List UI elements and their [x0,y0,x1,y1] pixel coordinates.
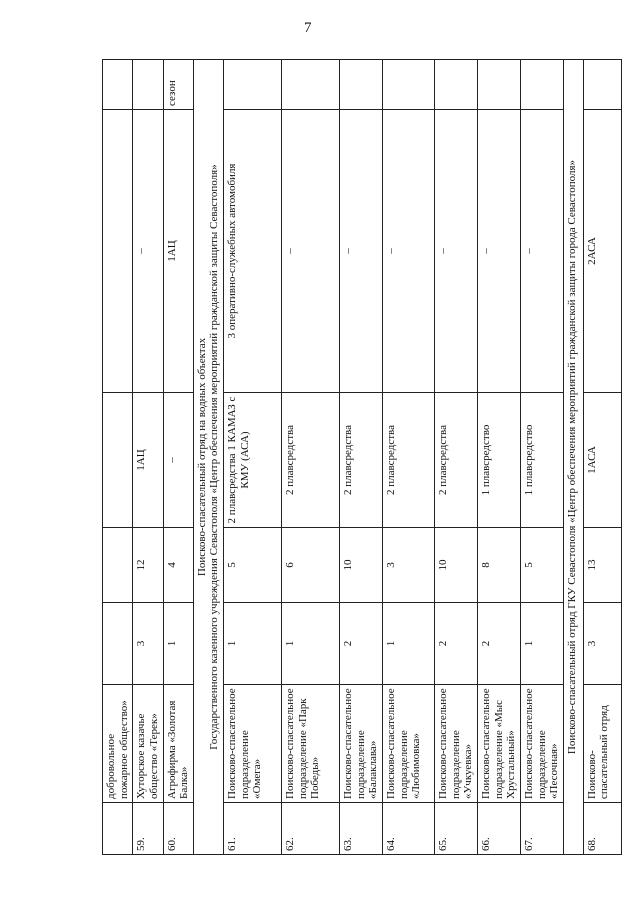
units-count-cell: 1 [520,603,563,685]
equipment-cell: 1 плавсредство [520,393,563,528]
additional-equipment-cell: – [340,110,383,393]
personnel-count-cell: 13 [583,528,621,603]
organization-name-cell: Поисково-спасательный отряд [583,685,621,803]
note-cell [103,60,133,110]
note-cell [435,60,478,110]
section-row [193,60,223,855]
row-number-cell: 63. [340,803,383,855]
additional-equipment-cell: 3 оперативно-служебных автомобиля [224,110,282,393]
organization-name-cell: Поисково-спасательное подразделение «Песочная» [520,685,563,803]
table-row [224,60,282,855]
row-number-cell: 60. [163,803,193,855]
organization-name-cell: Поисково-спасательное подразделение «Омега» [224,685,282,803]
additional-equipment-cell: 1АЦ [163,110,193,393]
row-number-cell: 64. [383,803,435,855]
personnel-count-cell: 5 [520,528,563,603]
organization-name-cell: Поисково-спасательное подразделение «Мыс Хрустальный» [477,685,520,803]
table-row [340,60,383,855]
units-count-cell: 3 [583,603,621,685]
note-cell [340,60,383,110]
note-cell: сезон [163,60,193,110]
personnel-count-cell: 8 [477,528,520,603]
personnel-count-cell [103,528,133,603]
additional-equipment-cell: – [520,110,563,393]
additional-equipment-cell: – [282,110,340,393]
equipment-cell: 2 плавсредства [383,393,435,528]
units-count-cell [103,603,133,685]
section-line: Поисково-спасательный отряд на водных объектах [195,337,208,577]
row-number-cell [103,803,133,855]
personnel-count-cell: 3 [383,528,435,603]
equipment-cell: 2 плавсредства [435,393,478,528]
additional-equipment-cell: – [133,110,163,393]
note-cell [224,60,282,110]
section-line: Государственного казенного учреждения Севастополя «Центр обеспечения мероприятий гражданской защиты Севастополя» [208,164,221,750]
table-row [383,60,435,855]
row-number-cell: 68. [583,803,621,855]
table-row [477,60,520,855]
personnel-count-cell: 10 [435,528,478,603]
organization-name-cell: Поисково-спасательное подразделение «Любимовка» [383,685,435,803]
equipment-cell: 1 плавсредство [477,393,520,528]
equipment-cell: 1АСА [583,393,621,528]
table-row [435,60,478,855]
personnel-count-cell: 6 [282,528,340,603]
note-cell [282,60,340,110]
equipment-cell [103,393,133,528]
table-row [103,60,133,855]
equipment-cell: – [163,393,193,528]
table-row [282,60,340,855]
units-count-cell: 1 [224,603,282,685]
equipment-cell: 2 плавсредства [340,393,383,528]
table-row [583,60,621,855]
units-count-cell: 2 [435,603,478,685]
resource-table [102,59,622,855]
units-count-cell: 1 [163,603,193,685]
row-number-cell: 65. [435,803,478,855]
page-number: 7 [304,20,312,36]
organization-name-cell: Поисково-спасательное подразделение «Учкуевка» [435,685,478,803]
section-title [563,60,583,855]
note-cell [477,60,520,110]
organization-name-cell: Поисково-спасательное подразделение «Парк Победы» [282,685,340,803]
note-cell [383,60,435,110]
row-number-cell: 67. [520,803,563,855]
additional-equipment-cell: 2АСА [583,110,621,393]
additional-equipment-cell: – [477,110,520,393]
additional-equipment-cell: – [435,110,478,393]
equipment-cell: 2 плавсредства 1 КАМАЗ с КМУ (АСА) [224,393,282,528]
additional-equipment-cell [103,110,133,393]
row-number-cell: 62. [282,803,340,855]
note-cell [133,60,163,110]
units-count-cell: 3 [133,603,163,685]
units-count-cell: 1 [383,603,435,685]
organization-name-cell: Агрофирма «Золотая Балка» [163,685,193,803]
section-row [563,60,583,855]
organization-name-cell: добровольное пожарное общество» [103,685,133,803]
table-row [163,60,193,855]
row-number-cell: 66. [477,803,520,855]
table-row [133,60,163,855]
table-row [520,60,563,855]
row-number-cell: 59. [133,803,163,855]
equipment-cell: 1АЦ [133,393,163,528]
personnel-count-cell: 10 [340,528,383,603]
note-cell [520,60,563,110]
section-line: Поисково-спасательный отряд ГКУ Севастополя «Центр обеспечения мероприятий гражданской защиты города Севастополя» [565,159,578,755]
equipment-cell: 2 плавсредства [282,393,340,528]
row-number-cell: 61. [224,803,282,855]
personnel-count-cell: 4 [163,528,193,603]
rotated-table-container [102,60,611,855]
organization-name-cell: Хуторское казачье общество «Терек» [133,685,163,803]
personnel-count-cell: 5 [224,528,282,603]
units-count-cell: 2 [340,603,383,685]
note-cell [583,60,621,110]
section-title [193,60,223,855]
units-count-cell: 1 [282,603,340,685]
personnel-count-cell: 12 [133,528,163,603]
organization-name-cell: Поисково-спасательное подразделение «Балаклава» [340,685,383,803]
units-count-cell: 2 [477,603,520,685]
additional-equipment-cell: – [383,110,435,393]
